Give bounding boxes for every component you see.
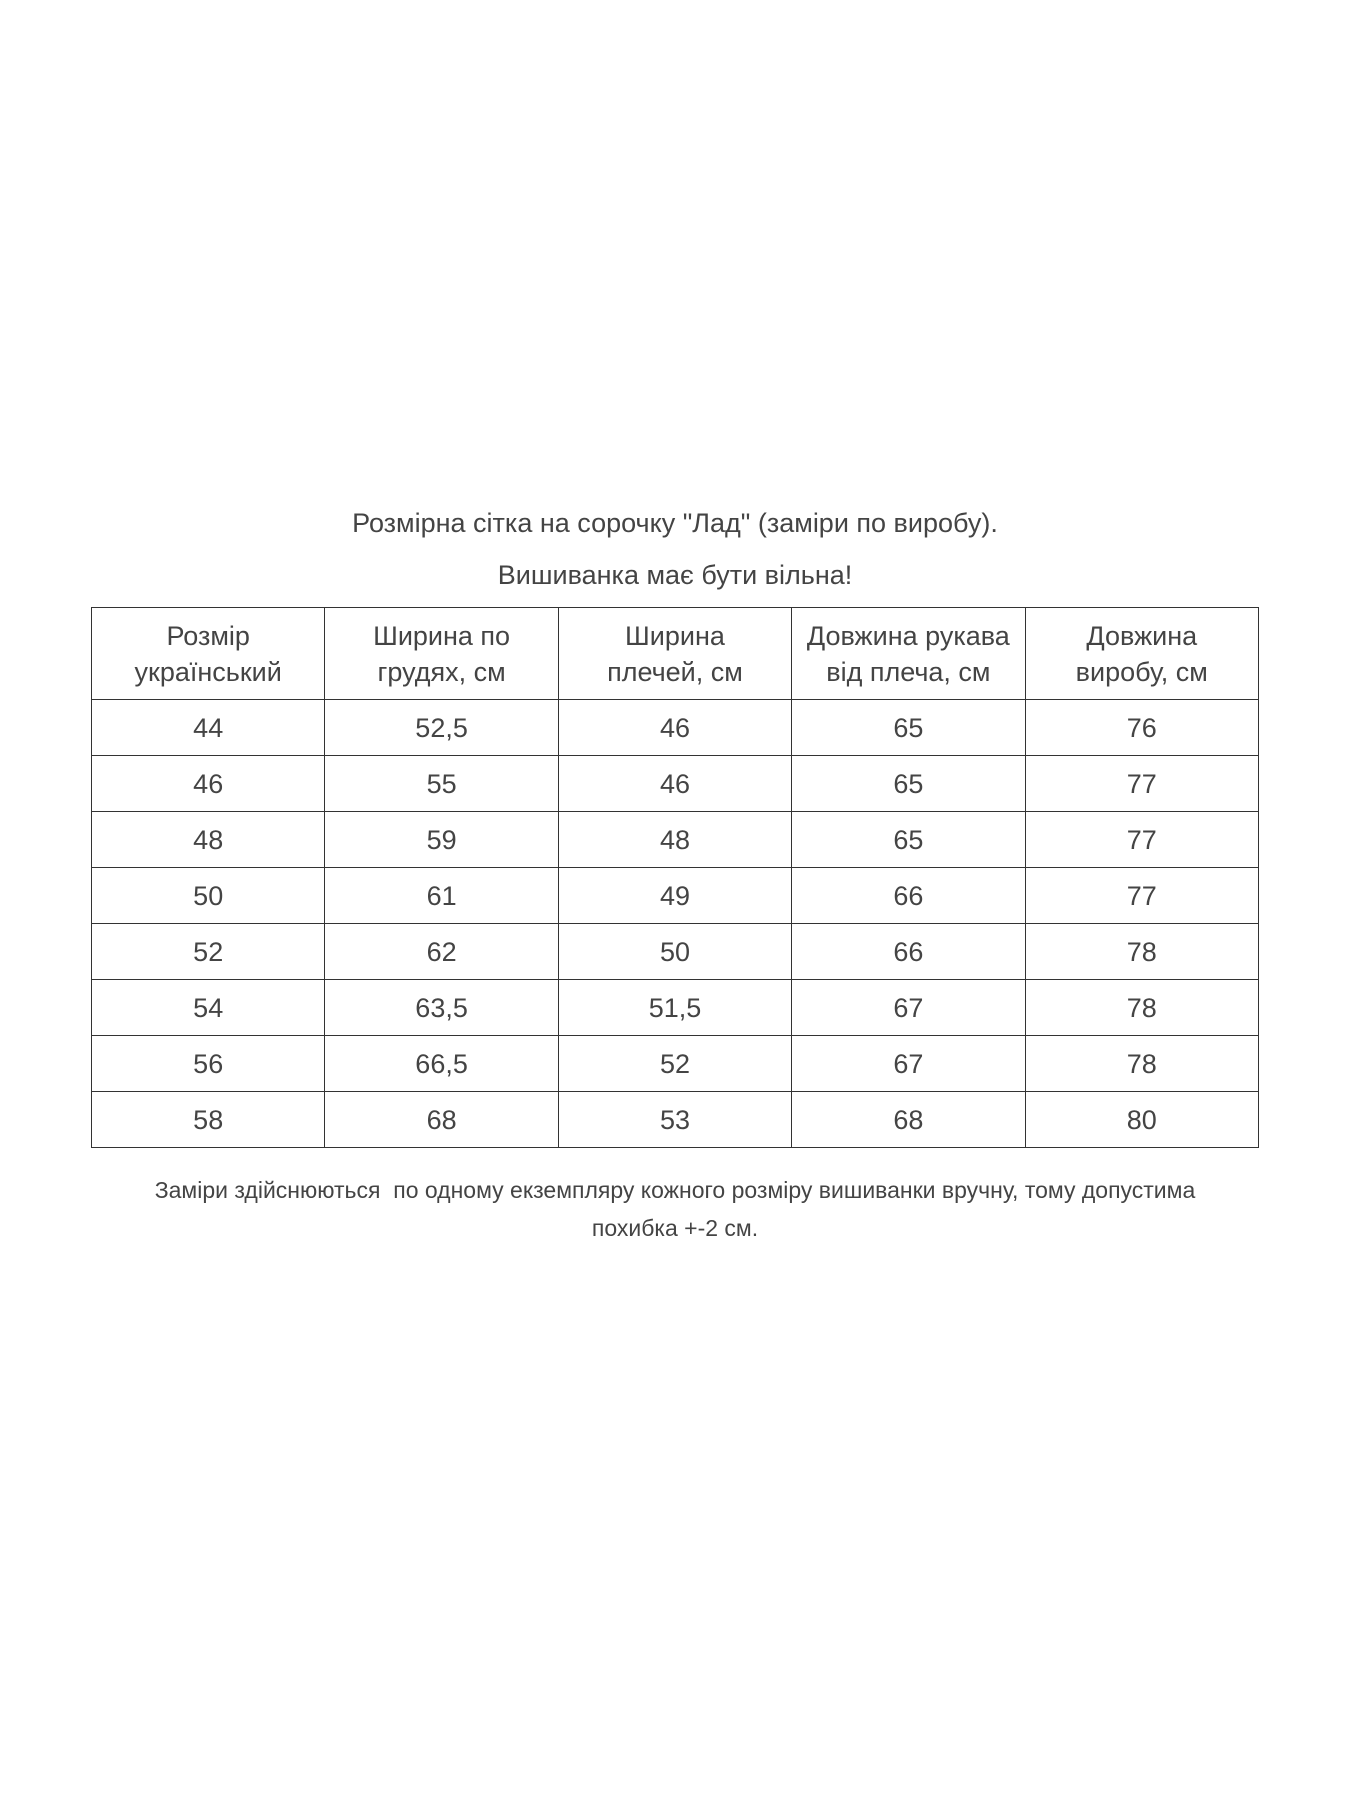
column-header-sleeve-length: Довжина рукава від плеча, см <box>792 608 1025 700</box>
table-cell: 77 <box>1025 812 1258 868</box>
table-row <box>92 756 1259 812</box>
table-cell: 78 <box>1025 924 1258 980</box>
table-cell: 51,5 <box>558 980 791 1036</box>
table-cell: 53 <box>558 1092 791 1148</box>
table-cell: 65 <box>792 700 1025 756</box>
table-cell: 52 <box>558 1036 791 1092</box>
table-cell: 65 <box>792 812 1025 868</box>
table-cell: 50 <box>92 868 325 924</box>
measurement-footnote <box>0 1171 1350 1247</box>
table-row <box>92 1036 1259 1092</box>
table-row <box>92 700 1259 756</box>
table-cell: 80 <box>1025 1092 1258 1148</box>
table-cell: 68 <box>325 1092 558 1148</box>
table-cell: 77 <box>1025 868 1258 924</box>
column-header-chest-width: Ширина по грудях, см <box>325 608 558 700</box>
footnote-line-1: Заміри здійснюються по одному екземпляру кожного розміру вишиванки вручну, тому допустима <box>154 1177 1196 1203</box>
table-cell: 48 <box>92 812 325 868</box>
table-cell: 63,5 <box>325 980 558 1036</box>
table-cell: 55 <box>325 756 558 812</box>
footnote-line-2: похибка +-2 см. <box>591 1215 759 1241</box>
page-subtitle: Вишиванка має бути вільна! <box>497 560 853 590</box>
table-cell: 48 <box>558 812 791 868</box>
table-row <box>92 868 1259 924</box>
column-header-garment-length: Довжина виробу, см <box>1025 608 1258 700</box>
table-row <box>92 812 1259 868</box>
column-header-size: Розмір український <box>92 608 325 700</box>
table-cell: 56 <box>92 1036 325 1092</box>
table-cell: 52 <box>92 924 325 980</box>
size-chart-table <box>91 607 1259 1148</box>
table-cell: 68 <box>792 1092 1025 1148</box>
table-cell: 78 <box>1025 1036 1258 1092</box>
column-header-shoulder-width: Ширина плечей, см <box>558 608 791 700</box>
table-cell: 61 <box>325 868 558 924</box>
table-row <box>92 980 1259 1036</box>
table-cell: 52,5 <box>325 700 558 756</box>
table-cell: 54 <box>92 980 325 1036</box>
table-cell: 67 <box>792 980 1025 1036</box>
table-cell: 66 <box>792 924 1025 980</box>
table-cell: 66,5 <box>325 1036 558 1092</box>
table-cell: 44 <box>92 700 325 756</box>
table-cell: 77 <box>1025 756 1258 812</box>
table-header-row <box>92 608 1259 700</box>
table-cell: 46 <box>558 700 791 756</box>
table-cell: 76 <box>1025 700 1258 756</box>
table-row <box>92 1092 1259 1148</box>
table-cell: 66 <box>792 868 1025 924</box>
table-cell: 59 <box>325 812 558 868</box>
table-cell: 67 <box>792 1036 1025 1092</box>
table-cell: 49 <box>558 868 791 924</box>
table-row <box>92 924 1259 980</box>
table-cell: 62 <box>325 924 558 980</box>
table-cell: 46 <box>92 756 325 812</box>
table-cell: 50 <box>558 924 791 980</box>
table-cell: 78 <box>1025 980 1258 1036</box>
page-title: Розмірна сітка на сорочку "Лад" (заміри по виробу). <box>352 508 998 538</box>
table-cell: 58 <box>92 1092 325 1148</box>
table-cell: 46 <box>558 756 791 812</box>
table-cell: 65 <box>792 756 1025 812</box>
